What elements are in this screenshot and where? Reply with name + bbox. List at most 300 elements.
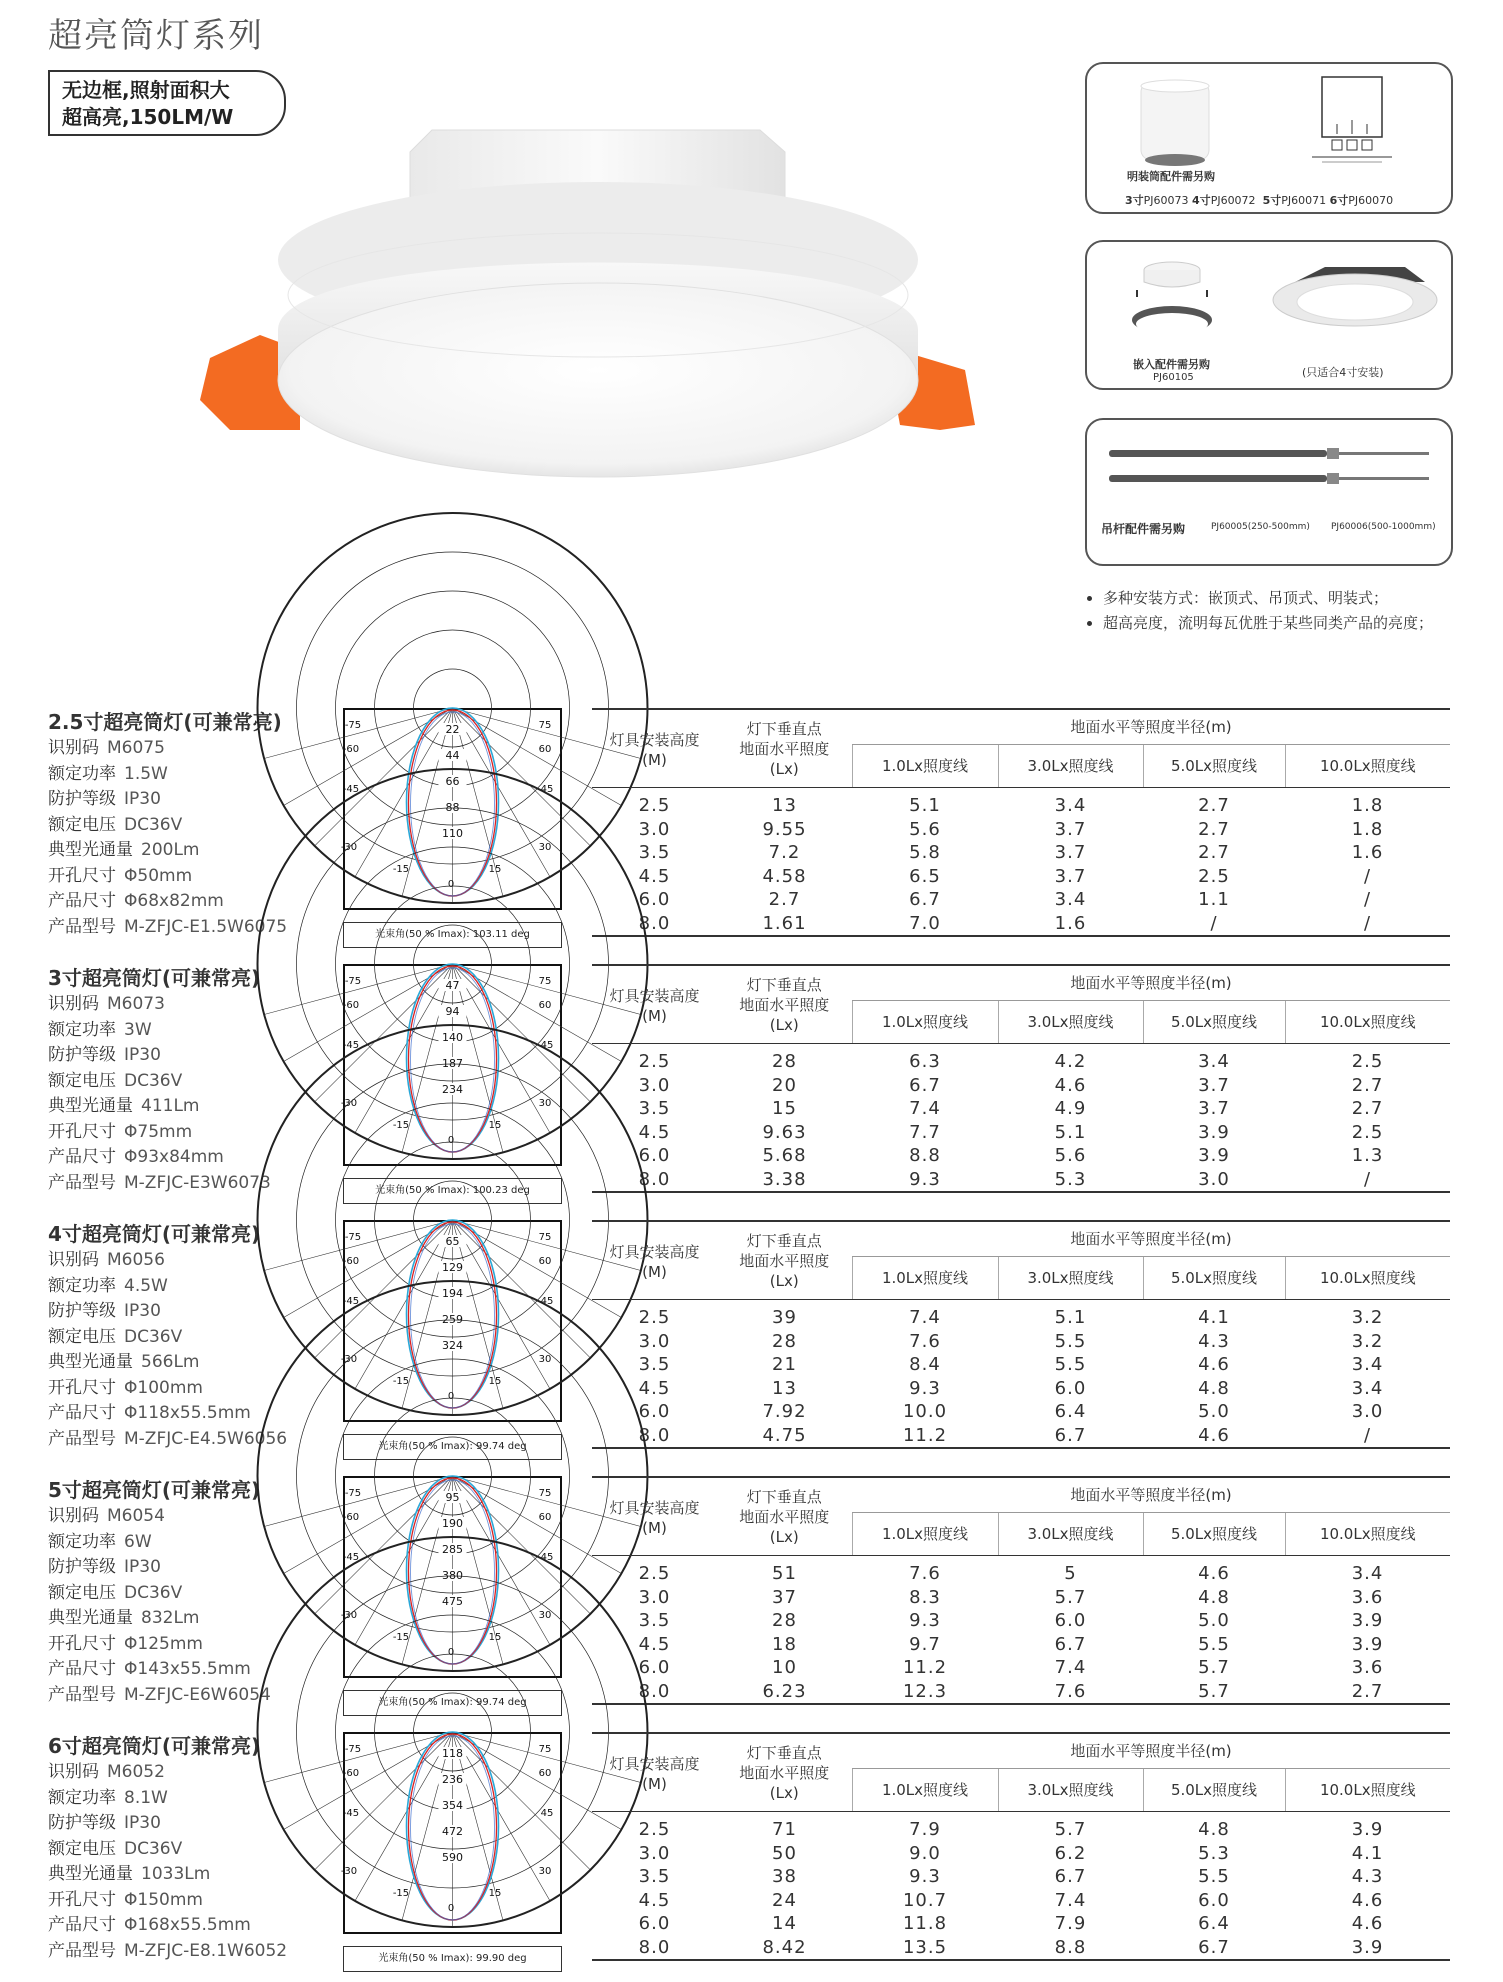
table-cell: 8.0	[638, 1936, 671, 1958]
col-header-3lx: 3.0Lx照度线	[998, 1512, 1143, 1555]
angle-label: 0	[447, 879, 455, 890]
ring-value-label: 118	[442, 1747, 463, 1760]
col-header-5lx: 5.0Lx照度线	[1143, 744, 1285, 787]
table-cell: 28	[772, 1330, 797, 1352]
accessory-pendant-box	[1085, 418, 1453, 566]
angle-label: 15	[488, 1376, 502, 1387]
spec-label: 典型光通量	[48, 840, 133, 860]
angle-label: -15	[392, 1888, 410, 1899]
illuminance-table	[592, 964, 1450, 1193]
table-cell: 21	[772, 1354, 797, 1375]
spec-label: 防护等级	[48, 1557, 116, 1577]
table-cell: 3.38	[762, 1168, 807, 1190]
spec-value: M-ZFJC-E4.5W6056	[124, 1428, 288, 1449]
table-cell: 7.4	[1054, 1889, 1087, 1911]
beam-angle-label: 光束角(50 % Imax): 103.11 deg	[343, 922, 562, 948]
table-cell: 3.4	[1198, 1051, 1230, 1072]
table-cell: 3.0	[638, 1586, 671, 1608]
table-cell: 6.4	[1198, 1913, 1230, 1934]
table-cell: 3.9	[1351, 1819, 1384, 1840]
table-cell: 9.3	[909, 1610, 941, 1631]
model-code: PJ60071	[1281, 194, 1327, 207]
polar-radial-line	[453, 1220, 551, 1389]
table-cell: 3.6	[1351, 1657, 1384, 1678]
ring-value-label: 66	[445, 775, 460, 788]
table-cell: 4.9	[1054, 1098, 1087, 1119]
table-cell: 38	[772, 1866, 797, 1887]
table-cell: /	[1363, 1424, 1372, 1446]
model-code: PJ60072	[1210, 194, 1256, 207]
spec-label: 识别码	[48, 1762, 99, 1782]
table-row	[592, 1144, 1450, 1168]
angle-label: 30	[538, 842, 552, 853]
table-cell: 1.8	[1351, 818, 1384, 840]
illuminance-table	[592, 1476, 1450, 1705]
header-text: 地面水平照度	[739, 739, 830, 758]
spec-row-model	[48, 1939, 338, 1965]
spec-row-code	[48, 1504, 338, 1530]
model-size: 5寸	[1262, 194, 1282, 207]
table-row	[592, 1400, 1450, 1424]
angle-label: 15	[488, 1888, 502, 1899]
table-cell: 4.5	[638, 1633, 671, 1655]
angle-label: -60	[342, 1512, 360, 1523]
spec-value: M-ZFJC-E3W6073	[124, 1172, 271, 1193]
spec-label: 额定功率	[48, 763, 116, 784]
table-cell: 3.5	[638, 1354, 671, 1375]
table-cell: 8.8	[909, 1145, 941, 1166]
table-cell: 8.42	[762, 1936, 807, 1958]
ring-value-label: 380	[442, 1569, 463, 1582]
angle-label: -15	[392, 1376, 410, 1387]
angle-label: -30	[340, 1098, 358, 1109]
col-header-center	[717, 709, 852, 788]
table-cell: 2.7	[768, 889, 801, 910]
table-cell: /	[1363, 1168, 1372, 1190]
table-cell: 7.6	[909, 1330, 941, 1352]
col-header-radius: 地面水平等照度半径(m)	[852, 1733, 1450, 1768]
col-header-height	[592, 1221, 717, 1300]
spec-value: DC36V	[124, 814, 183, 835]
spec-label: 防护等级	[48, 789, 116, 809]
angle-label: -60	[342, 1256, 360, 1267]
ring-value-label: 129	[442, 1261, 463, 1274]
ring-value-label: 472	[442, 1825, 463, 1838]
spec-label: 产品型号	[48, 916, 116, 937]
table-cell: 6.0	[1054, 1377, 1087, 1399]
table-cell: 4.2	[1054, 1051, 1087, 1072]
table-cell: 1.61	[762, 912, 807, 934]
header-unit: (Lx)	[769, 1527, 799, 1546]
table-cell: 37	[772, 1586, 797, 1608]
table-cell: 8.3	[909, 1586, 941, 1608]
table-cell: 3.4	[1351, 1354, 1384, 1375]
table-row	[592, 1074, 1450, 1098]
embedded-accessory-image	[1127, 252, 1217, 347]
table-cell: 4.1	[1198, 1307, 1230, 1328]
col-header-height	[592, 709, 717, 788]
badge-line-1: 无边框,照射面积大	[62, 78, 230, 102]
table-cell: 28	[772, 1051, 797, 1072]
polar-light-distribution-chart	[340, 1478, 560, 1676]
accessory-surface-box	[1085, 62, 1453, 214]
spec-label: 识别码	[48, 1506, 99, 1526]
table-cell: 5.0	[1198, 1401, 1230, 1422]
spec-label: 额定功率	[48, 1531, 116, 1552]
angle-label: -75	[344, 976, 362, 987]
product-section	[0, 1220, 1503, 1470]
table-cell: 5.5	[1054, 1330, 1087, 1352]
feature-badge	[48, 70, 286, 136]
header-text: 灯下垂直点	[746, 719, 822, 738]
angle-label: 15	[488, 1632, 502, 1643]
beam-angle-label: 光束角(50 % Imax): 99.90 deg	[343, 1946, 562, 1972]
table-cell: 4.6	[1351, 1889, 1384, 1911]
table-cell: /	[1363, 912, 1372, 934]
spec-value: M6052	[107, 1762, 165, 1782]
table-cell: 6.7	[1054, 1866, 1087, 1887]
spec-value: 8.1W	[124, 1787, 168, 1808]
polar-radial-line	[355, 964, 453, 1133]
product-specs	[48, 964, 338, 1196]
table-cell: 5.0	[1198, 1610, 1230, 1631]
table-cell: 5.68	[762, 1145, 807, 1166]
table-cell: 6.7	[909, 1074, 941, 1096]
table-cell: 3.7	[1198, 1074, 1230, 1096]
angle-label: 45	[540, 1040, 554, 1051]
spec-value: DC36V	[124, 1838, 183, 1859]
table-row	[592, 1889, 1450, 1913]
table-cell: 3.5	[638, 1610, 671, 1631]
table-cell: 6.7	[909, 889, 941, 910]
table-cell: 6.0	[638, 1401, 671, 1422]
table-row	[592, 1377, 1450, 1401]
angle-label: 30	[538, 1098, 552, 1109]
table-cell: /	[1363, 865, 1372, 887]
col-header-1lx: 1.0Lx照度线	[852, 744, 998, 787]
illuminance-table	[592, 708, 1450, 937]
table-cell: 28	[772, 1610, 797, 1631]
table-cell: 9.0	[909, 1842, 941, 1864]
page-title: 超亮筒灯系列	[48, 16, 264, 56]
table-cell: 4.6	[1198, 1563, 1230, 1584]
spec-label: 额定电压	[48, 1326, 116, 1347]
table-cell: 3.6	[1351, 1586, 1384, 1608]
spec-value: 832Lm	[141, 1608, 200, 1628]
embedded-accessory-note: (只适合4寸安装)	[1302, 366, 1384, 379]
spec-row-ip	[48, 1043, 338, 1069]
spec-value: M-ZFJC-E8.1W6052	[124, 1940, 288, 1961]
col-header-radius: 地面水平等照度半径(m)	[852, 709, 1450, 744]
spec-label: 产品尺寸	[48, 1659, 116, 1679]
table-cell: 3.0	[638, 1330, 671, 1352]
angle-label: -75	[344, 720, 362, 731]
table-cell: 9.55	[762, 818, 807, 840]
table-row	[592, 818, 1450, 842]
table-cell: 3.9	[1351, 1633, 1384, 1655]
table-cell: 10.0	[902, 1401, 948, 1422]
ring-value-label: 187	[442, 1057, 463, 1070]
table-cell: 6.0	[638, 1657, 671, 1678]
polar-radial-line	[355, 1732, 453, 1901]
spec-value: Φ150mm	[124, 1889, 203, 1910]
table-cell: 6.0	[1198, 1889, 1230, 1911]
table-cell: 6.7	[1198, 1936, 1230, 1958]
table-cell: 5	[1064, 1563, 1077, 1584]
table-cell: 3.7	[1198, 1098, 1230, 1119]
table-row	[592, 1912, 1450, 1936]
table-cell: 13	[772, 795, 797, 816]
col-header-height	[592, 1733, 717, 1812]
angle-label: 75	[538, 976, 552, 987]
spec-row-power	[48, 1786, 338, 1812]
header-text: 地面水平照度	[739, 995, 830, 1014]
col-header-radius: 地面水平等照度半径(m)	[852, 965, 1450, 1000]
surface-mount-image	[1135, 76, 1215, 171]
polar-radial-line	[355, 1220, 453, 1389]
spec-value: Φ50mm	[124, 865, 193, 886]
embedded-accessory-label: 嵌入配件需另购	[1133, 358, 1210, 371]
table-cell: 2.7	[1198, 842, 1230, 863]
table-cell: 3.5	[638, 1866, 671, 1887]
table-cell: 3.0	[1351, 1401, 1384, 1422]
spec-value: 1033Lm	[141, 1864, 211, 1884]
angle-label: 60	[538, 1768, 552, 1779]
table-cell: 3.0	[638, 1842, 671, 1864]
ring-value-label: 65	[445, 1235, 460, 1248]
table-cell: 3.7	[1054, 865, 1087, 887]
table-row	[592, 865, 1450, 889]
polar-radial-line	[355, 1476, 453, 1645]
col-header-1lx: 1.0Lx照度线	[852, 1256, 998, 1299]
angle-label: 30	[538, 1610, 552, 1621]
angle-label: -30	[340, 1610, 358, 1621]
table-cell: 3.4	[1054, 889, 1087, 910]
col-header-center	[717, 1477, 852, 1556]
table-cell: 9.3	[909, 1866, 941, 1887]
polar-radial-line	[453, 1476, 551, 1645]
spec-value: M-ZFJC-E1.5W6075	[124, 916, 288, 937]
table-row	[592, 1812, 1450, 1842]
angle-label: 45	[540, 1296, 554, 1307]
angle-label: 0	[447, 1903, 455, 1914]
col-header-center	[717, 1733, 852, 1812]
spec-row-code	[48, 1760, 338, 1786]
polar-radial-line	[453, 964, 551, 1133]
spec-row-code	[48, 1248, 338, 1274]
beam-angle-label: 光束角(50 % Imax): 100.23 deg	[343, 1178, 562, 1204]
table-cell: 5.8	[909, 842, 941, 863]
spec-label: 识别码	[48, 994, 99, 1014]
spec-value: M6054	[107, 1506, 165, 1526]
surface-accessory-models	[1125, 192, 1393, 208]
polar-radial-line	[453, 964, 591, 1102]
table-cell: 4.5	[638, 865, 671, 887]
table-cell: 3.9	[1351, 1610, 1384, 1631]
table-cell: 3.5	[638, 842, 671, 863]
polar-radial-line	[453, 1476, 591, 1614]
table-row	[592, 1556, 1450, 1586]
header-text: 地面水平照度	[739, 1251, 830, 1270]
table-cell: 8.0	[638, 1424, 671, 1446]
table-cell: 13.5	[902, 1936, 948, 1958]
spec-label: 额定电压	[48, 814, 116, 835]
col-header-radius: 地面水平等照度半径(m)	[852, 1221, 1450, 1256]
table-cell: 3.4	[1351, 1377, 1384, 1399]
spec-label: 额定功率	[48, 1275, 116, 1296]
header-text: 地面水平照度	[739, 1763, 830, 1782]
table-cell: 8.0	[638, 912, 671, 934]
header-text: 灯下垂直点	[746, 1487, 822, 1506]
ring-value-label: 354	[442, 1799, 463, 1812]
angle-label: 0	[447, 1391, 455, 1402]
table-cell: 6.0	[638, 1913, 671, 1934]
spec-value: M-ZFJC-E6W6054	[124, 1684, 271, 1705]
spec-row-voltage	[48, 1069, 338, 1095]
spec-value: Φ118x55.5mm	[124, 1403, 251, 1423]
angle-label: 60	[538, 1000, 552, 1011]
illuminance-table	[592, 1732, 1450, 1961]
angle-label: 60	[538, 744, 552, 755]
table-cell: 4.3	[1351, 1866, 1384, 1887]
spec-value: IP30	[124, 1045, 161, 1065]
table-cell: 1.6	[1054, 912, 1087, 934]
table-cell: 5.7	[1198, 1657, 1230, 1678]
table-row	[592, 1633, 1450, 1657]
table-cell: 8.8	[1054, 1936, 1087, 1958]
spec-label: 产品尺寸	[48, 1147, 116, 1167]
table-cell: 3.5	[638, 1098, 671, 1119]
product-specs	[48, 1476, 338, 1708]
table-cell: 3.9	[1198, 1145, 1230, 1166]
spec-value: M6075	[107, 738, 165, 758]
table-cell: 3.9	[1198, 1121, 1230, 1143]
table-cell: 3.4	[1054, 795, 1087, 816]
col-header-5lx: 5.0Lx照度线	[1143, 1512, 1285, 1555]
table-row	[592, 1353, 1450, 1377]
header-unit: (M)	[642, 1519, 667, 1537]
header-text: 地面水平照度	[739, 1507, 830, 1526]
product-hero-image	[200, 130, 980, 550]
polar-chart-box	[340, 1732, 562, 1934]
spec-row-voltage	[48, 1837, 338, 1863]
polar-chart-box	[340, 708, 562, 910]
header-unit: (Lx)	[769, 1271, 799, 1290]
spec-row-cutout	[48, 1120, 338, 1146]
product-title: 5寸超亮筒灯(可兼常亮)	[48, 1478, 261, 1502]
table-cell: 24	[772, 1889, 797, 1911]
spec-row-cutout	[48, 1888, 338, 1914]
table-cell: 6.0	[1054, 1610, 1087, 1631]
spec-label: 识别码	[48, 1250, 99, 1270]
table-cell: 7.9	[1054, 1913, 1087, 1934]
product-section	[0, 1732, 1503, 1982]
polar-radial-line	[453, 1220, 591, 1358]
polar-light-distribution-chart	[340, 1222, 560, 1420]
header-text: 灯具安装高度	[609, 731, 700, 749]
product-specs	[48, 1732, 338, 1964]
spec-row-cutout	[48, 864, 338, 890]
table-cell: 10	[772, 1657, 797, 1678]
table-row	[592, 1586, 1450, 1610]
spec-label: 开孔尺寸	[48, 1121, 116, 1142]
table-cell: 3.2	[1351, 1307, 1384, 1328]
ring-value-label: 259	[442, 1313, 463, 1326]
angle-label: -75	[344, 1232, 362, 1243]
col-header-5lx: 5.0Lx照度线	[1143, 1768, 1285, 1811]
spec-row-power	[48, 1530, 338, 1556]
pendant-accessory-label: 吊杆配件需另购	[1101, 522, 1186, 536]
table-cell: 4.8	[1198, 1819, 1230, 1840]
table-cell: 3.0	[1198, 1168, 1230, 1190]
pendant-accessory-code-2: PJ60006(500-1000mm)	[1331, 522, 1436, 532]
ring-value-label: 88	[445, 801, 460, 814]
spec-row-voltage	[48, 1581, 338, 1607]
angle-label: 15	[488, 1120, 502, 1131]
ring-value-label: 590	[442, 1851, 463, 1864]
col-header-3lx: 3.0Lx照度线	[998, 744, 1143, 787]
ring-value-label: 190	[442, 1517, 463, 1530]
table-cell: 4.8	[1198, 1377, 1230, 1399]
angle-label: -30	[340, 1866, 358, 1877]
table-cell: 15	[772, 1098, 797, 1119]
spec-value: 200Lm	[141, 840, 200, 860]
spec-value: M6073	[107, 994, 165, 1014]
table-cell: 8.4	[909, 1354, 941, 1375]
table-cell: 14	[772, 1913, 797, 1934]
table-cell: 6.7	[1054, 1424, 1087, 1446]
polar-chart-box	[340, 964, 562, 1166]
col-header-height	[592, 1477, 717, 1556]
table-cell: 10.7	[902, 1889, 948, 1911]
table-cell: 11.8	[902, 1913, 948, 1934]
table-row	[592, 1300, 1450, 1330]
table-cell: 7.4	[1054, 1657, 1087, 1678]
table-cell: 18	[772, 1633, 797, 1655]
spec-row-power	[48, 762, 338, 788]
spec-label: 典型光通量	[48, 1608, 133, 1628]
spec-row-voltage	[48, 813, 338, 839]
spec-value: M6056	[107, 1250, 165, 1270]
angle-label: 45	[540, 1808, 554, 1819]
spec-value: Φ75mm	[124, 1121, 193, 1142]
spec-value: Φ100mm	[124, 1377, 203, 1398]
accessory-embedded-box	[1085, 240, 1453, 390]
table-cell: 5.6	[1054, 1145, 1087, 1166]
angle-label: 15	[488, 864, 502, 875]
table-cell: 7.0	[909, 912, 941, 934]
table-cell: 7.2	[768, 842, 801, 863]
table-cell: 6.7	[1054, 1633, 1087, 1655]
table-cell: 4.8	[1198, 1586, 1230, 1608]
col-header-height	[592, 965, 717, 1044]
spec-label: 典型光通量	[48, 1864, 133, 1884]
col-header-5lx: 5.0Lx照度线	[1143, 1000, 1285, 1043]
header-unit: (M)	[642, 1263, 667, 1281]
table-cell: 5.6	[909, 818, 941, 840]
col-header-10lx: 10.0Lx照度线	[1285, 744, 1450, 787]
spec-label: 开孔尺寸	[48, 865, 116, 886]
table-cell: 2.5	[638, 1051, 671, 1072]
polar-radial-line	[453, 708, 551, 877]
spec-row-model	[48, 1427, 338, 1453]
table-cell: 4.6	[1351, 1913, 1384, 1934]
model-code: PJ60073	[1143, 194, 1189, 207]
beam-angle-label: 光束角(50 % Imax): 99.74 deg	[343, 1690, 562, 1716]
table-cell: 5.3	[1198, 1842, 1230, 1864]
table-row	[592, 841, 1450, 865]
spec-label: 识别码	[48, 738, 99, 758]
